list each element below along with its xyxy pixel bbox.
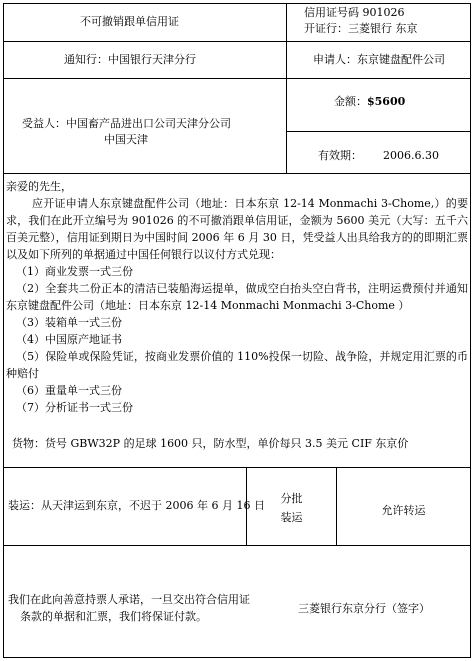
row-divider-2 — [4, 78, 470, 79]
row-divider-5 — [4, 545, 470, 546]
doc-item-6: （6）重量单一式三份 — [16, 384, 122, 397]
shipment-terms: 装运：从天津运到东京，不迟于 2006 年 6 月 16 日 — [8, 499, 265, 512]
doc-item-3: （3）装箱单一式三份 — [16, 316, 122, 329]
credit-number: 信用证号码 901026 — [304, 6, 405, 19]
row-divider-1 — [4, 41, 470, 42]
transshipment-allowed: 允许转运 — [381, 504, 426, 517]
beneficiary: 受益人：中国畜产品进出口公司天津分公司 — [22, 117, 231, 130]
undertaking-line-2: 条款的单据和汇票，我们将保证付款。 — [20, 610, 207, 623]
doc-item-2: （2）全套共二份正本的清洁已装船海运提单，做成空白抬头空白背书，注明运费预付并通知东京键盘配件公司（地址：日本东京 12-14 Monmachi Monmachi 3-Chome ） — [6, 282, 468, 312]
row-divider-3 — [4, 173, 470, 174]
credit-body — [6, 178, 468, 416]
partial-shipment-label-2: 装运 — [280, 511, 303, 524]
column-divider-top — [286, 4, 287, 173]
undertaking-line-1: 我们在此向善意持票人承诺，一旦交出符合信用证 — [8, 593, 250, 606]
amount-expiry-divider — [286, 131, 470, 132]
document-title: 不可撤销跟单信用证 — [80, 15, 179, 28]
amount — [334, 95, 405, 109]
partial-shipment-label-1: 分批 — [280, 492, 303, 505]
doc-item-4: （4）中国原产地证书 — [16, 333, 122, 346]
goods-description: 货物：货号 GBW32P 的足球 1600 只，防水型，单价每只 3.5 美元 CIF 东京价 — [12, 437, 409, 450]
amount-value: $5600 — [367, 95, 406, 108]
expiry-date: 有效期： 2006.6.30 — [318, 149, 439, 162]
letter-of-credit-form — [3, 3, 471, 658]
opening-paragraph: 应开证申请人东京键盘配件公司（地址：日本东京 12-14 Monmachi 3-Chome,）的要求，我们在此开立编号为 901026 的不可撤消跟单信用证，金额为 5600 美元（大写：五千六百美元整），信用证到期日为中国时间 2006 年 6 月 30 日，凭受益人出具给我方的的即期汇票以及如下所列的单据通过中国任何银行以议付方式兑现： — [6, 197, 468, 261]
issuing-bank-signature: 三菱银行东京分行（签字） — [298, 602, 430, 615]
issuing-bank: 开证行：三菱银行 东京 — [304, 22, 418, 35]
amount-label: 金额： — [334, 95, 367, 108]
applicant: 申请人：东京键盘配件公司 — [313, 53, 445, 66]
beneficiary-city: 中国天津 — [104, 133, 148, 146]
doc-item-7: （7）分析证书一式三份 — [16, 401, 133, 414]
greeting: 亲爱的先生， — [6, 180, 72, 193]
doc-item-1: （1）商业发票一式三份 — [16, 265, 133, 278]
doc-item-5: （5）保险单或保险凭证，按商业发票价值的 110%投保一切险、战争险，并规定用汇票的币种赔付 — [6, 350, 468, 380]
advising-bank: 通知行：中国银行天津分行 — [64, 53, 196, 66]
row-divider-4 — [4, 467, 470, 468]
